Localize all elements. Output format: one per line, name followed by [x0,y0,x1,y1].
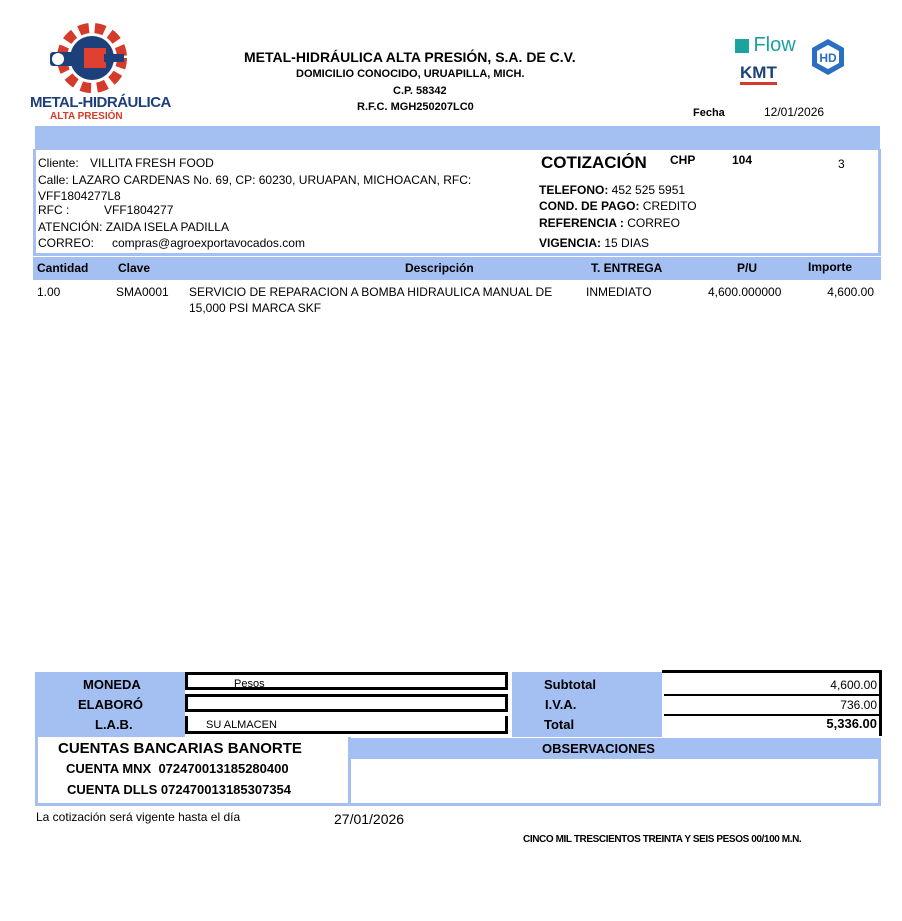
subtotal-label: Subtotal [544,677,596,692]
iva-value: 736.00 [840,698,877,712]
correo-row [38,236,305,250]
row-desc-line2: 15,000 PSI MARCA SKF [189,301,322,315]
quote-series: CHP [670,153,696,167]
logo-line1: METAL-HIDRÁULICA [30,94,171,111]
row-cantidad: 1.00 [37,285,61,299]
lab-label: L.A.B. [95,717,133,732]
vigente-value: 27/01/2026 [334,811,405,827]
row-clave: SMA0001 [116,285,169,299]
col-descripcion: Descripción [405,261,474,275]
moneda-field [185,672,508,690]
rfc-label: RFC : [38,203,70,217]
moneda-value: Pesos [234,678,265,690]
pago-row [539,199,697,213]
vigencia-label: VIGENCIA: [539,236,602,250]
flow-logo [735,34,796,57]
referencia-value: CORREO [627,216,680,230]
gear-piston-icon [30,20,155,95]
company-address: DOMICILIO CONOCIDO, URUAPILLA, MICH. [296,68,525,80]
telefono-label: TELEFONO: [539,183,609,197]
atencion-label: ATENCIÓN: [38,220,103,234]
rfc-row [38,203,174,217]
vigencia-value: 15 DIAS [604,236,650,250]
kmt-logo: KMT [740,64,777,85]
row-desc-line1: SERVICIO DE REPARACION A BOMBA HIDRAULICA MANUAL DE [189,285,553,299]
vigente-label: La cotización será vigente hasta el día [36,810,241,824]
row-importe: 4,600.00 [827,285,874,299]
atencion-row [38,220,229,234]
quote-extra: 3 [838,157,845,171]
subtotal-value: 4,600.00 [830,678,877,692]
cuenta-mnx: CUENTA MNX 072470013185280400 [66,761,289,776]
cliente-value: VILLITA FRESH FOOD [90,156,214,170]
elaboro-field [185,694,508,712]
col-entrega: T. ENTREGA [591,261,663,275]
col-pu: P/U [737,261,758,275]
pago-label: COND. DE PAGO: [539,199,640,213]
rfc-value: VFF1804277 [104,203,174,217]
company-cp: C.P. 58342 [393,85,447,97]
calle-line1: Calle: LAZARO CARDENAS No. 69, CP: 60230, URUAPAN, MICHOACAN, RFC: [38,173,472,187]
fecha-value: 12/01/2026 [764,105,825,119]
lab-value: SU ALMACEN [206,719,277,731]
total-value: 5,336.00 [826,716,877,731]
quote-number: 104 [732,153,753,167]
cliente-label: Cliente: [38,156,79,170]
pago-value: CREDITO [642,199,697,213]
calle-line2: VFF1804277L8 [38,189,121,203]
observaciones-field [351,759,881,806]
vigencia-row [539,236,649,250]
iva-label: I.V.A. [545,697,577,712]
atencion-value: ZAIDA ISELA PADILLA [105,220,229,234]
bank-title: CUENTAS BANCARIAS BANORTE [58,740,302,757]
cuenta-dlls: CUENTA DLLS 072470013185307354 [67,782,292,797]
observaciones-label: OBSERVACIONES [542,741,655,756]
flow-brand-text: Flow [753,34,796,56]
cliente-row [38,156,214,170]
referencia-label: REFERENCIA : [539,216,624,230]
referencia-row [539,216,680,230]
correo-label: CORREO: [38,236,95,250]
moneda-label: MONEDA [83,677,141,692]
subtotal-divider [664,694,879,696]
telefono-row [539,183,685,197]
company-name: METAL-HIDRÁULICA ALTA PRESIÓN, S.A. DE C.V. [244,49,576,65]
logo-line2: ALTA PRESIÓN [50,111,123,122]
amount-in-words: CINCO MIL TRESCIENTOS TREINTA Y SEIS PESOS 00/100 M.N. [523,834,802,845]
hd-badge-icon [810,38,846,81]
lab-field [185,716,508,734]
table-row [33,284,881,318]
total-label: Total [544,717,575,732]
company-logo [30,20,171,125]
elaboro-label: ELABORÓ [78,697,143,712]
svg-text:HD: HD [819,51,837,65]
correo-value: compras@agroexportavocados.com [112,236,305,250]
header-band [35,126,880,150]
telefono-value: 452 525 5951 [611,183,686,197]
col-clave: Clave [118,261,151,275]
flow-mark-icon [735,39,749,53]
table-header [33,257,881,280]
fecha-label: Fecha [693,107,725,119]
row-entrega: INMEDIATO [586,285,652,299]
observaciones-header [351,738,881,759]
col-cantidad: Cantidad [37,261,89,275]
cotizacion-title: COTIZACIÓN [541,153,647,172]
col-importe: Importe [808,260,853,274]
row-pu: 4,600.000000 [708,285,782,299]
company-rfc: R.F.C. MGH250207LC0 [357,101,474,113]
